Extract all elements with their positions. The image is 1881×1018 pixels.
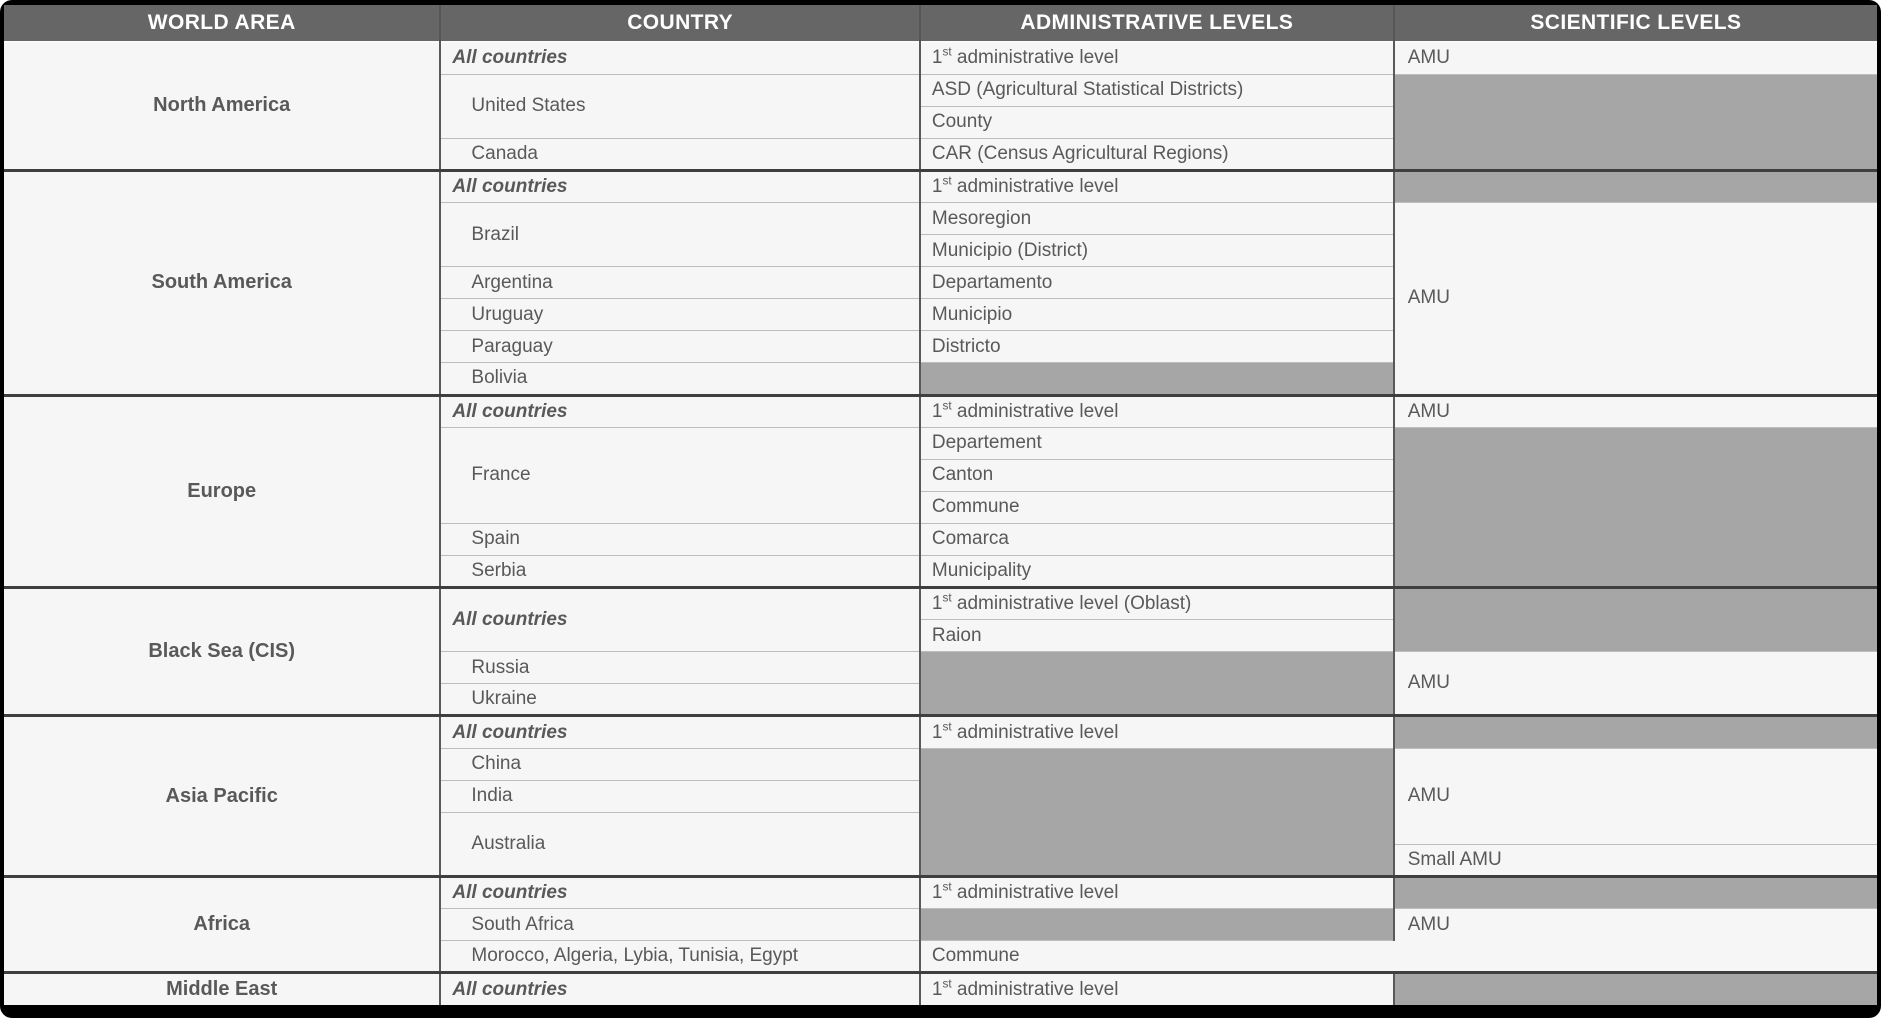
table-header xyxy=(4,5,1877,42)
country-cell: Serbia xyxy=(440,556,919,588)
ordinal-suffix: st xyxy=(942,45,952,59)
ordinal-suffix: st xyxy=(942,880,952,894)
empty-gray-cell xyxy=(920,363,1394,395)
admin-level-cell: Districto xyxy=(920,331,1394,363)
empty-gray-cell xyxy=(1394,170,1877,202)
country-cell: United States xyxy=(440,74,919,138)
country-cell: France xyxy=(440,427,919,523)
admin-level-cell: Municipality xyxy=(920,556,1394,588)
country-cell: India xyxy=(440,780,919,812)
admin-levels-table xyxy=(4,5,1877,1005)
header-scientific-levels: SCIENTIFIC LEVELS xyxy=(1394,5,1877,42)
admin-level-cell: CAR (Census Agricultural Regions) xyxy=(920,138,1394,170)
empty-gray-cell xyxy=(920,909,1394,941)
world-area-cell: Asia Pacific xyxy=(4,716,440,876)
ordinal-suffix: st xyxy=(942,174,952,188)
scientific-level-cell: AMU xyxy=(1394,202,1877,395)
table-row xyxy=(4,42,1877,74)
admin-level-cell: Canton xyxy=(920,459,1394,491)
world-area-cell: Black Sea (CIS) xyxy=(4,588,440,716)
ordinal-suffix: st xyxy=(942,399,952,413)
empty-gray-cell xyxy=(1394,716,1877,748)
admin-level-cell: 1st administrative level xyxy=(920,716,1394,748)
scientific-level-cell: AMU xyxy=(1394,909,1877,941)
country-cell: Spain xyxy=(440,523,919,555)
world-area-cell: Africa xyxy=(4,876,440,972)
admin-level-cell: 1st administrative level xyxy=(920,170,1394,202)
world-area-cell: Europe xyxy=(4,395,440,588)
header-country: COUNTRY xyxy=(440,5,919,42)
country-cell: Argentina xyxy=(440,267,919,299)
country-cell: South Africa xyxy=(440,909,919,941)
admin-level-cell: 1st administrative level xyxy=(920,973,1394,1005)
admin-level-cell: Commune xyxy=(920,941,1394,973)
admin-level-cell: Mesoregion xyxy=(920,202,1394,234)
admin-level-cell: Departement xyxy=(920,427,1394,459)
empty-gray-cell xyxy=(920,748,1394,876)
ordinal-suffix: st xyxy=(942,720,952,734)
table-row xyxy=(4,716,1877,748)
empty-gray-cell xyxy=(1394,427,1877,587)
country-cell: Morocco, Algeria, Lybia, Tunisia, Egypt xyxy=(440,941,919,973)
country-cell: Ukraine xyxy=(440,684,919,716)
scientific-level-cell: AMU xyxy=(1394,748,1877,844)
table-row xyxy=(4,588,1877,620)
admin-level-cell: County xyxy=(920,106,1394,138)
country-cell: Russia xyxy=(440,652,919,684)
admin-level-cell: ASD (Agricultural Statistical Districts) xyxy=(920,74,1394,106)
country-cell: All countries xyxy=(440,588,919,652)
header-administrative-levels: ADMINISTRATIVE LEVELS xyxy=(920,5,1394,42)
admin-level-cell: Raion xyxy=(920,620,1394,652)
admin-level-cell: Municipio (District) xyxy=(920,235,1394,267)
country-cell: All countries xyxy=(440,876,919,908)
world-area-cell: South America xyxy=(4,170,440,395)
table-row xyxy=(4,395,1877,427)
admin-level-cell: Comarca xyxy=(920,523,1394,555)
empty-gray-cell xyxy=(1394,588,1877,652)
admin-level-cell: 1st administrative level xyxy=(920,876,1394,908)
country-cell: Canada xyxy=(440,138,919,170)
country-cell: All countries xyxy=(440,973,919,1005)
table-row xyxy=(4,973,1877,1005)
ordinal-suffix: st xyxy=(942,977,952,991)
empty-gray-cell xyxy=(1394,74,1877,170)
world-area-cell: Middle East xyxy=(4,973,440,1005)
country-cell: Brazil xyxy=(440,202,919,266)
empty-gray-cell xyxy=(1394,973,1877,1005)
admin-level-cell: 1st administrative level xyxy=(920,395,1394,427)
header-world-area: WORLD AREA xyxy=(4,5,440,42)
empty-gray-cell xyxy=(920,652,1394,716)
empty-gray-cell xyxy=(1394,876,1877,908)
world-area-cell: North America xyxy=(4,42,440,170)
country-cell: All countries xyxy=(440,170,919,202)
scientific-level-cell: AMU xyxy=(1394,395,1877,427)
admin-level-cell: 1st administrative level (Oblast) xyxy=(920,588,1394,620)
table-body xyxy=(4,42,1877,1005)
country-cell: Paraguay xyxy=(440,331,919,363)
scientific-level-cell: Small AMU xyxy=(1394,844,1877,876)
admin-level-cell: Departamento xyxy=(920,267,1394,299)
admin-level-cell: Commune xyxy=(920,491,1394,523)
scientific-level-cell: AMU xyxy=(1394,42,1877,74)
country-cell: Bolivia xyxy=(440,363,919,395)
country-cell: All countries xyxy=(440,42,919,74)
table-row xyxy=(4,170,1877,202)
ordinal-suffix: st xyxy=(942,591,952,605)
table-row xyxy=(4,876,1877,908)
country-cell: China xyxy=(440,748,919,780)
country-cell: All countries xyxy=(440,395,919,427)
admin-level-cell: 1st administrative level xyxy=(920,42,1394,74)
scientific-level-cell: AMU xyxy=(1394,652,1877,716)
country-cell: Australia xyxy=(440,812,919,876)
country-cell: All countries xyxy=(440,716,919,748)
admin-level-cell: Municipio xyxy=(920,299,1394,331)
country-cell: Uruguay xyxy=(440,299,919,331)
